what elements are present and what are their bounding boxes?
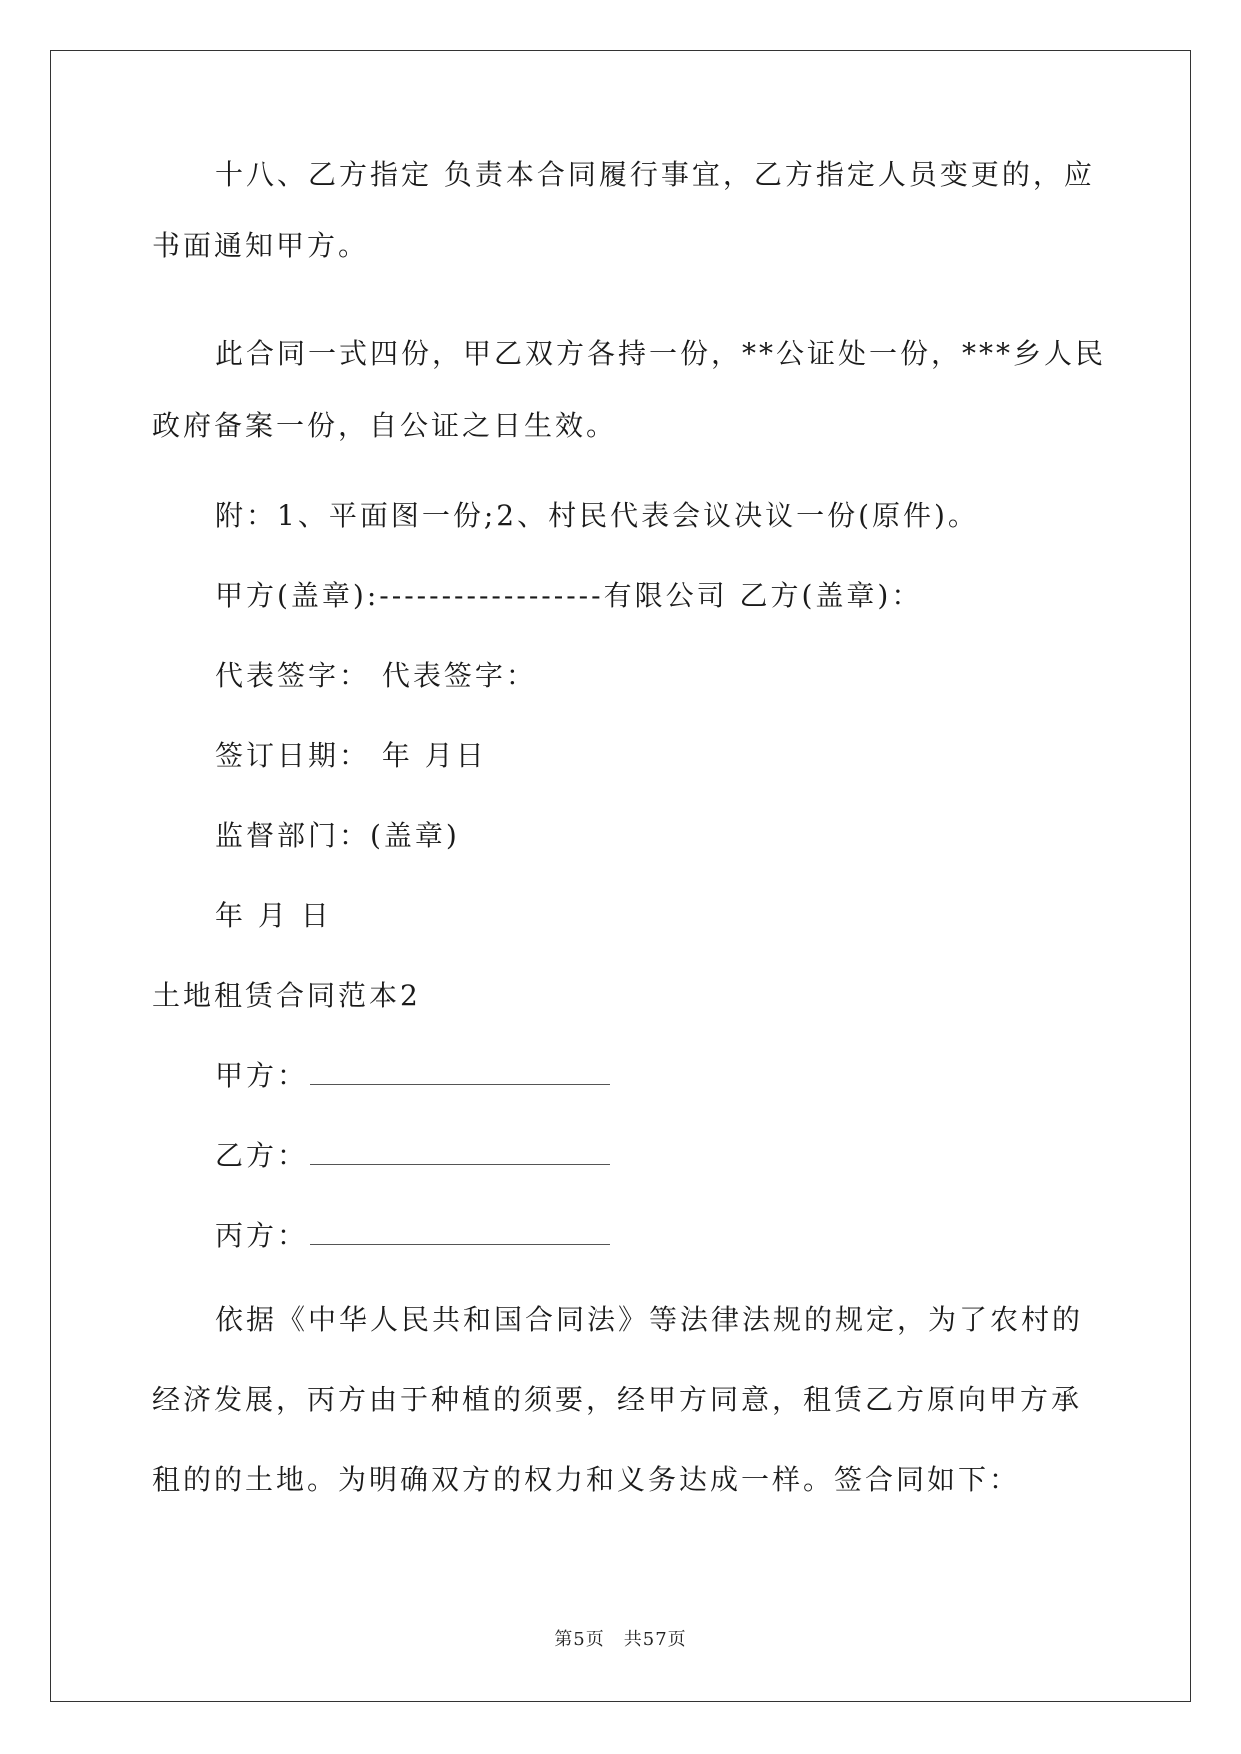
- page-border: [50, 50, 1191, 1702]
- paragraph-line: 政府备案一份，自公证之日生效。: [152, 409, 618, 442]
- section-title: 土地租赁合同范本2: [152, 979, 421, 1012]
- attachment-line: 附：1、平面图一份;2、村民代表会议决议一份(原件)。: [215, 499, 979, 532]
- party-seal-line: 甲方(盖章):------------------有限公司 乙方(盖章)：: [215, 579, 923, 612]
- paragraph-line: 十八、乙方指定 负责本合同履行事宜，乙方指定人员变更的，应: [215, 158, 1095, 191]
- signature-line: 代表签字： 代表签字：: [215, 659, 537, 692]
- date-line: 年 月 日: [215, 899, 332, 932]
- party-c-field: [215, 1216, 610, 1256]
- page-number-footer: 第5页 共57页: [554, 1629, 687, 1650]
- party-b-blank: [310, 1144, 610, 1165]
- paragraph-line: 依据《中华人民共和国合同法》等法律法规的规定，为了农村的: [215, 1303, 1084, 1336]
- paragraph-line: 经济发展，丙方由于种植的须要，经甲方同意，租赁乙方原向甲方承: [152, 1383, 1083, 1416]
- party-a-field: [215, 1056, 610, 1096]
- party-a-blank: [310, 1064, 610, 1085]
- party-b-label: 乙方：: [215, 1139, 309, 1172]
- party-c-blank: [310, 1224, 610, 1245]
- party-a-label: 甲方：: [215, 1059, 309, 1092]
- paragraph-line: 租的的土地。为明确双方的权力和义务达成一样。签合同如下：: [152, 1463, 1021, 1496]
- party-b-field: [215, 1136, 610, 1176]
- party-c-label: 丙方：: [215, 1219, 309, 1252]
- supervisor-line: 监督部门：(盖章): [215, 819, 460, 852]
- paragraph-line: 书面通知甲方。: [152, 229, 370, 262]
- paragraph-line: 此合同一式四份，甲乙双方各持一份，**公证处一份，***乡人民: [215, 337, 1107, 370]
- sign-date-line: 签订日期： 年 月日: [215, 739, 487, 772]
